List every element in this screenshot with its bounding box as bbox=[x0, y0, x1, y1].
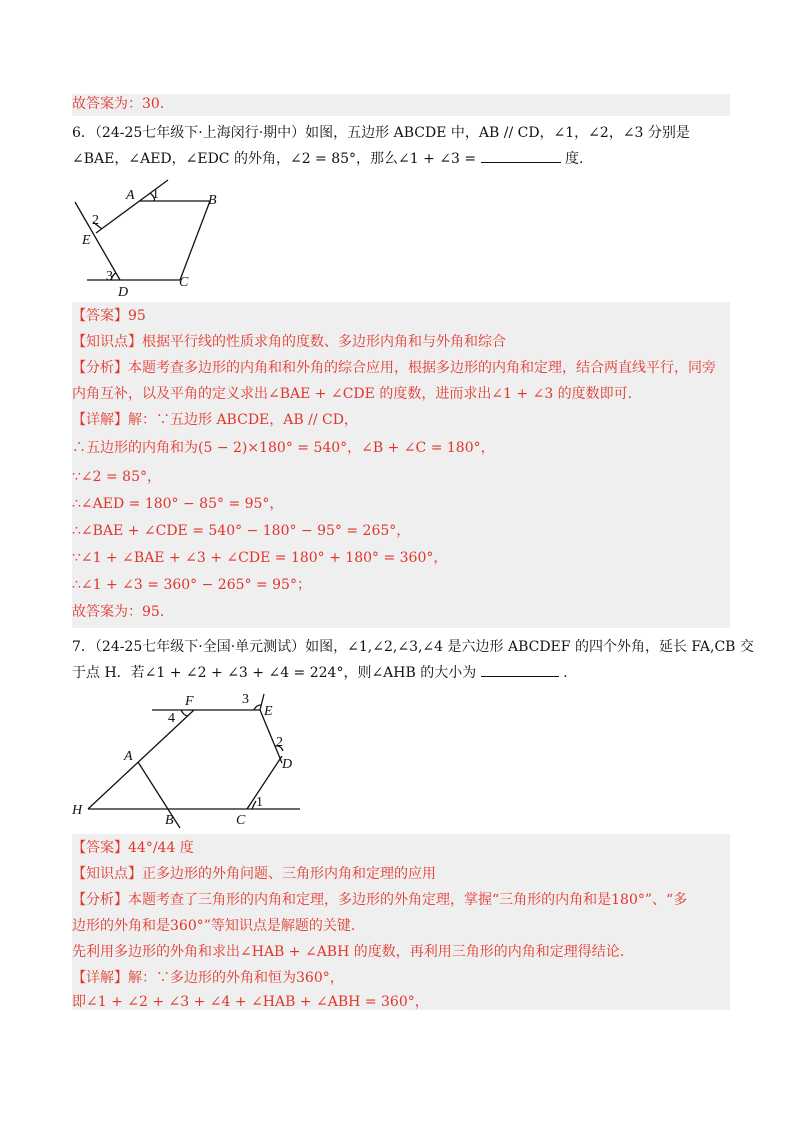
q6-label-1: 1 bbox=[152, 187, 159, 202]
q6-detail-1 bbox=[72, 410, 730, 430]
q6-label-e: E bbox=[82, 233, 91, 248]
q7-arc-4 bbox=[181, 710, 188, 716]
q6-label-d: D bbox=[118, 285, 129, 300]
q6-stem-line-2 bbox=[72, 148, 730, 170]
q6-knowledge: 【知识点】根据平行线的性质求角的度数、多边形内角和与外角和综合 bbox=[72, 334, 506, 350]
q7-line-hf bbox=[88, 710, 194, 809]
q7-stem-end: . bbox=[563, 665, 568, 681]
q7-knowledge: 【知识点】正多边形的外角问题、三角形内角和定理的应用 bbox=[72, 866, 436, 882]
q7-label-1: 1 bbox=[256, 795, 263, 810]
q5-answer-line: 故答案为：30． bbox=[72, 96, 174, 112]
q7-answer-text: 【答案】44°/44 度 bbox=[72, 840, 194, 856]
q7-stem-text: 于点 H．若∠1 + ∠2 + ∠3 + ∠4 = 224°，则∠AHB 的大小为 bbox=[72, 665, 477, 681]
q7-detail-2: 即∠1 + ∠2 + ∠3 + ∠4 + ∠HAB + ∠ABH = 360°， bbox=[72, 994, 429, 1010]
q6-detail-2: ∴五边形的内角和为(5 − 2)×180° = 540°，∠B + ∠C = 180°， bbox=[72, 440, 495, 456]
q7-label-c: C bbox=[236, 813, 246, 828]
q6-label-a: A bbox=[126, 188, 135, 203]
q6-stem-line-1: 6．（24-25七年级下·上海闵行·期中）如图，五边形 ABCDE 中，AB // CD，∠1，∠2，∠3 分别是 bbox=[72, 125, 690, 141]
q7-line-ab bbox=[138, 762, 180, 828]
q7-label-a: A bbox=[124, 749, 133, 764]
q6-label-2: 2 bbox=[92, 213, 99, 228]
q6-label-3: 3 bbox=[106, 269, 113, 284]
q6-analysis-2: 内角互补，以及平角的定义求出∠BAE + ∠CDE 的度数，进而求出∠1 + ∠3 的度数即可. bbox=[72, 386, 633, 402]
q6-detail-6: ∵∠1 + ∠BAE + ∠3 + ∠CDE = 180° + 180° = 360°， bbox=[72, 550, 448, 566]
q7-label-h: H bbox=[72, 803, 83, 818]
q7-analysis-2: 边形的外角和是360°”等知识点是解题的关键. bbox=[72, 918, 356, 934]
q6-stem-unit: 度. bbox=[565, 151, 584, 167]
q7-label-4: 4 bbox=[168, 711, 175, 726]
q6-analysis-1: 【分析】本题考查多边形的内角和和外角的综合应用，根据多边形的内角和定理，结合两直线平行，同旁 bbox=[72, 360, 716, 376]
q6-pentagon-figure bbox=[72, 176, 222, 300]
q6-label-b: B bbox=[208, 193, 217, 208]
q6-detail-4: ∴∠AED = 180° − 85° = 95°， bbox=[72, 496, 284, 512]
q6-segment-bc bbox=[180, 201, 210, 280]
q6-answer-blank bbox=[481, 148, 561, 163]
q6-detail-3: ∵∠2 = 85°， bbox=[72, 469, 161, 485]
q6-detail-7: ∴∠1 + ∠3 = 360° − 265° = 95°； bbox=[72, 577, 311, 593]
q6-detail-text-1: 解：∵五边形 ABCDE，AB // CD， bbox=[128, 412, 358, 428]
q6-answer-line: 故答案为：95． bbox=[72, 604, 174, 620]
q7-answer-blank bbox=[481, 662, 559, 677]
q7-detail-text-1: 解：∵多边形的外角和恒为360°， bbox=[128, 970, 344, 986]
q7-label-d: D bbox=[282, 757, 293, 772]
q7-label-f: F bbox=[185, 694, 194, 709]
q7-label-b: B bbox=[165, 813, 174, 828]
q7-label-3: 3 bbox=[242, 692, 249, 707]
q7-answer bbox=[72, 838, 730, 858]
q7-label-2: 2 bbox=[276, 735, 283, 750]
q6-answer-text: 【答案】95 bbox=[72, 308, 146, 324]
q7-analysis-1: 【分析】本题考查了三角形的内角和定理，多边形的外角定理，掌握“三角形的内角和是180°”、“多 bbox=[72, 892, 688, 908]
q6-detail-head: 【详解】 bbox=[72, 412, 128, 428]
q7-stem-line-1: 7．（24-25七年级下·全国·单元测试）如图，∠1,∠2,∠3,∠4 是六边形 ABCDEF 的四个外角，延长 FA,CB 交 bbox=[72, 639, 754, 655]
q7-detail-1 bbox=[72, 968, 730, 988]
q6-detail-5: ∴∠BAE + ∠CDE = 540° − 180° − 95° = 265°， bbox=[72, 523, 411, 539]
q7-analysis-3: 先利用多边形的外角和求出∠HAB + ∠ABH 的度数，再利用三角形的内角和定理得结论. bbox=[72, 944, 625, 960]
q5-answer-block bbox=[72, 94, 730, 116]
q6-label-c: C bbox=[179, 275, 189, 290]
q7-stem-line-2 bbox=[72, 662, 730, 684]
q7-detail-head: 【详解】 bbox=[72, 970, 128, 986]
q7-label-e: E bbox=[264, 704, 273, 719]
q6-answer bbox=[72, 306, 730, 326]
q6-stem-text: ∠BAE，∠AED，∠EDC 的外角，∠2 = 85°，那么∠1 + ∠3 = bbox=[72, 151, 477, 167]
q7-hexagon-figure bbox=[72, 688, 312, 830]
q7-line-dc bbox=[247, 756, 282, 809]
